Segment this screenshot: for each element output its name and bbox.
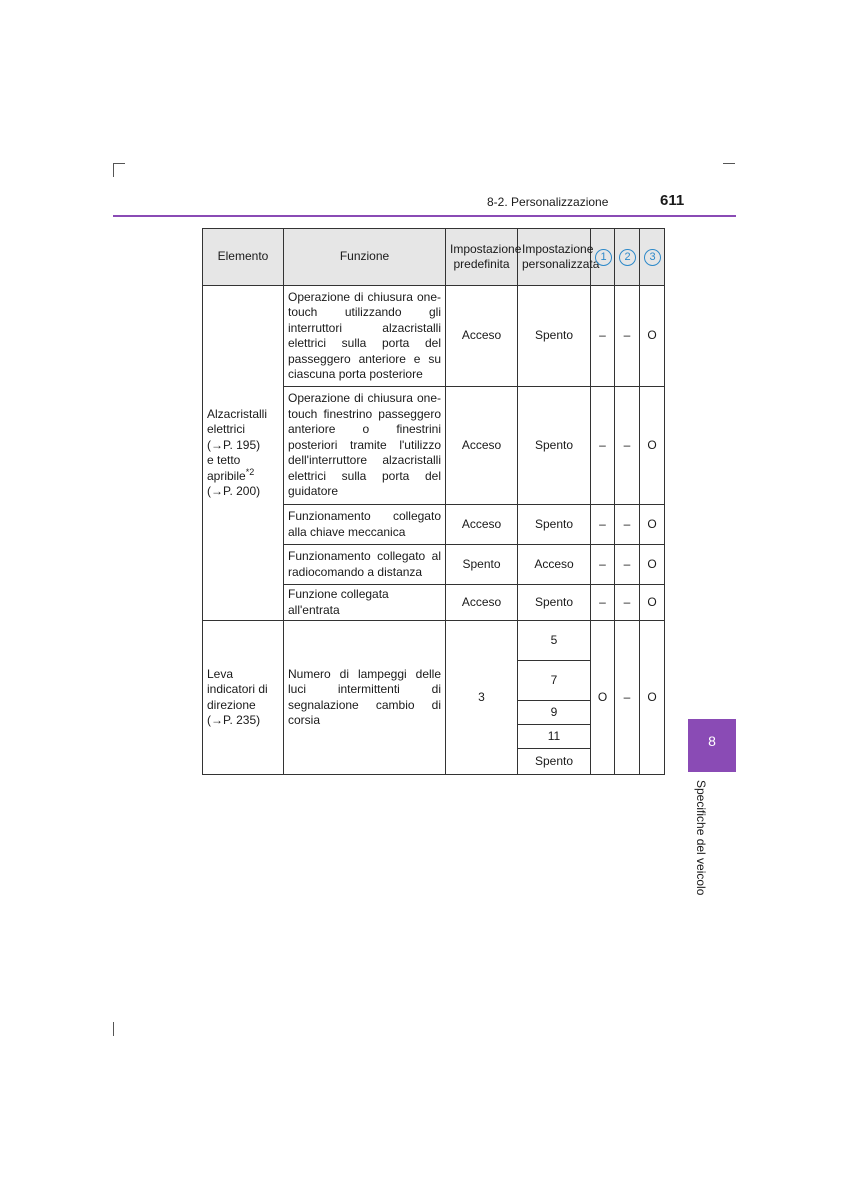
header-col3 <box>640 229 665 286</box>
default-cell: 3 <box>446 621 518 775</box>
table-row <box>203 286 665 387</box>
function-cell: Funzione collegata all'entrata <box>284 585 446 621</box>
custom-option: 5 <box>518 621 591 661</box>
custom-option: Spento <box>518 749 591 775</box>
table-row <box>203 621 665 661</box>
chapter-number: 8 <box>708 733 716 749</box>
element-power-windows <box>203 286 284 621</box>
default-cell: Acceso <box>446 286 518 387</box>
col2-cell: – <box>615 505 640 545</box>
col1-cell: – <box>591 545 615 585</box>
default-cell: Acceso <box>446 505 518 545</box>
custom-option: 7 <box>518 661 591 701</box>
function-cell: Operazione di chiusura one-touch utilizzando gli interruttori alzacristalli elettrici sulla porta del passeggero anteriore e su ciascuna porta posteriore <box>284 286 446 387</box>
default-cell: Spento <box>446 545 518 585</box>
function-cell: Operazione di chiusura one-touch finestrino passeggero anteriore o finestrini posteriori tramite l'utilizzo dell'interruttore alzacristalli elettrici sulla porta del guidatore <box>284 387 446 505</box>
page-reference: (→P. 195) <box>207 437 261 452</box>
custom-cell: Spento <box>518 505 591 545</box>
col2-cell: – <box>615 545 640 585</box>
custom-option: 9 <box>518 701 591 725</box>
page-reference: (→P. 200) <box>207 484 261 498</box>
section-title: 8-2. Personalizzazione <box>487 195 609 209</box>
header-function: Funzione <box>284 229 446 286</box>
function-cell: Funzionamento collegato alla chiave meccanica <box>284 505 446 545</box>
col3-cell: O <box>640 387 665 505</box>
col1-cell: – <box>591 585 615 621</box>
page-number: 611 <box>660 192 685 209</box>
element-label: Alzacristalli elettrici <box>207 406 268 436</box>
custom-option: 11 <box>518 725 591 749</box>
col3-cell: O <box>640 286 665 387</box>
crop-mark <box>723 163 735 164</box>
element-label: Leva indicatori di direzione <box>207 666 268 712</box>
default-cell: Acceso <box>446 387 518 505</box>
col2-cell: – <box>615 286 640 387</box>
customization-table <box>202 228 665 775</box>
col3-cell: O <box>640 621 665 775</box>
table-header-row <box>203 229 665 286</box>
col3-cell: O <box>640 505 665 545</box>
circled-1: 1 <box>595 249 612 266</box>
element-label: e tetto apribile$^{*2}$ <box>207 453 255 483</box>
chapter-label: Specifiche del veicolo <box>694 780 708 896</box>
col2-cell: – <box>615 585 640 621</box>
header-default: Impostazione predefinita <box>446 229 518 286</box>
col1-cell: O <box>591 621 615 775</box>
col1-cell: – <box>591 387 615 505</box>
header-element: Elemento <box>203 229 284 286</box>
circled-3: 3 <box>644 249 661 266</box>
crop-mark <box>113 1022 114 1036</box>
function-cell: Numero di lampeggi delle luci intermittenti di segnalazione cambio di corsia <box>284 621 446 775</box>
col1-cell: – <box>591 286 615 387</box>
col1-cell: – <box>591 505 615 545</box>
function-cell: Funzionamento collegato al radiocomando a distanza <box>284 545 446 585</box>
page-reference: (→P. 235) <box>207 713 261 727</box>
header-custom: Impostazione personalizzata <box>518 229 591 286</box>
custom-cell: Acceso <box>518 545 591 585</box>
header-rule <box>113 215 736 217</box>
custom-cell: Spento <box>518 585 591 621</box>
circled-2: 2 <box>619 249 636 266</box>
col3-cell: O <box>640 545 665 585</box>
crop-mark <box>113 163 114 177</box>
col2-cell: – <box>615 387 640 505</box>
header-col1 <box>591 229 615 286</box>
custom-cell: Spento <box>518 286 591 387</box>
chapter-tab <box>688 719 736 772</box>
custom-cell: Spento <box>518 387 591 505</box>
col2-cell: – <box>615 621 640 775</box>
col3-cell: O <box>640 585 665 621</box>
element-turn-signal <box>203 621 284 775</box>
header-col2 <box>615 229 640 286</box>
default-cell: Acceso <box>446 585 518 621</box>
crop-mark <box>113 163 125 164</box>
